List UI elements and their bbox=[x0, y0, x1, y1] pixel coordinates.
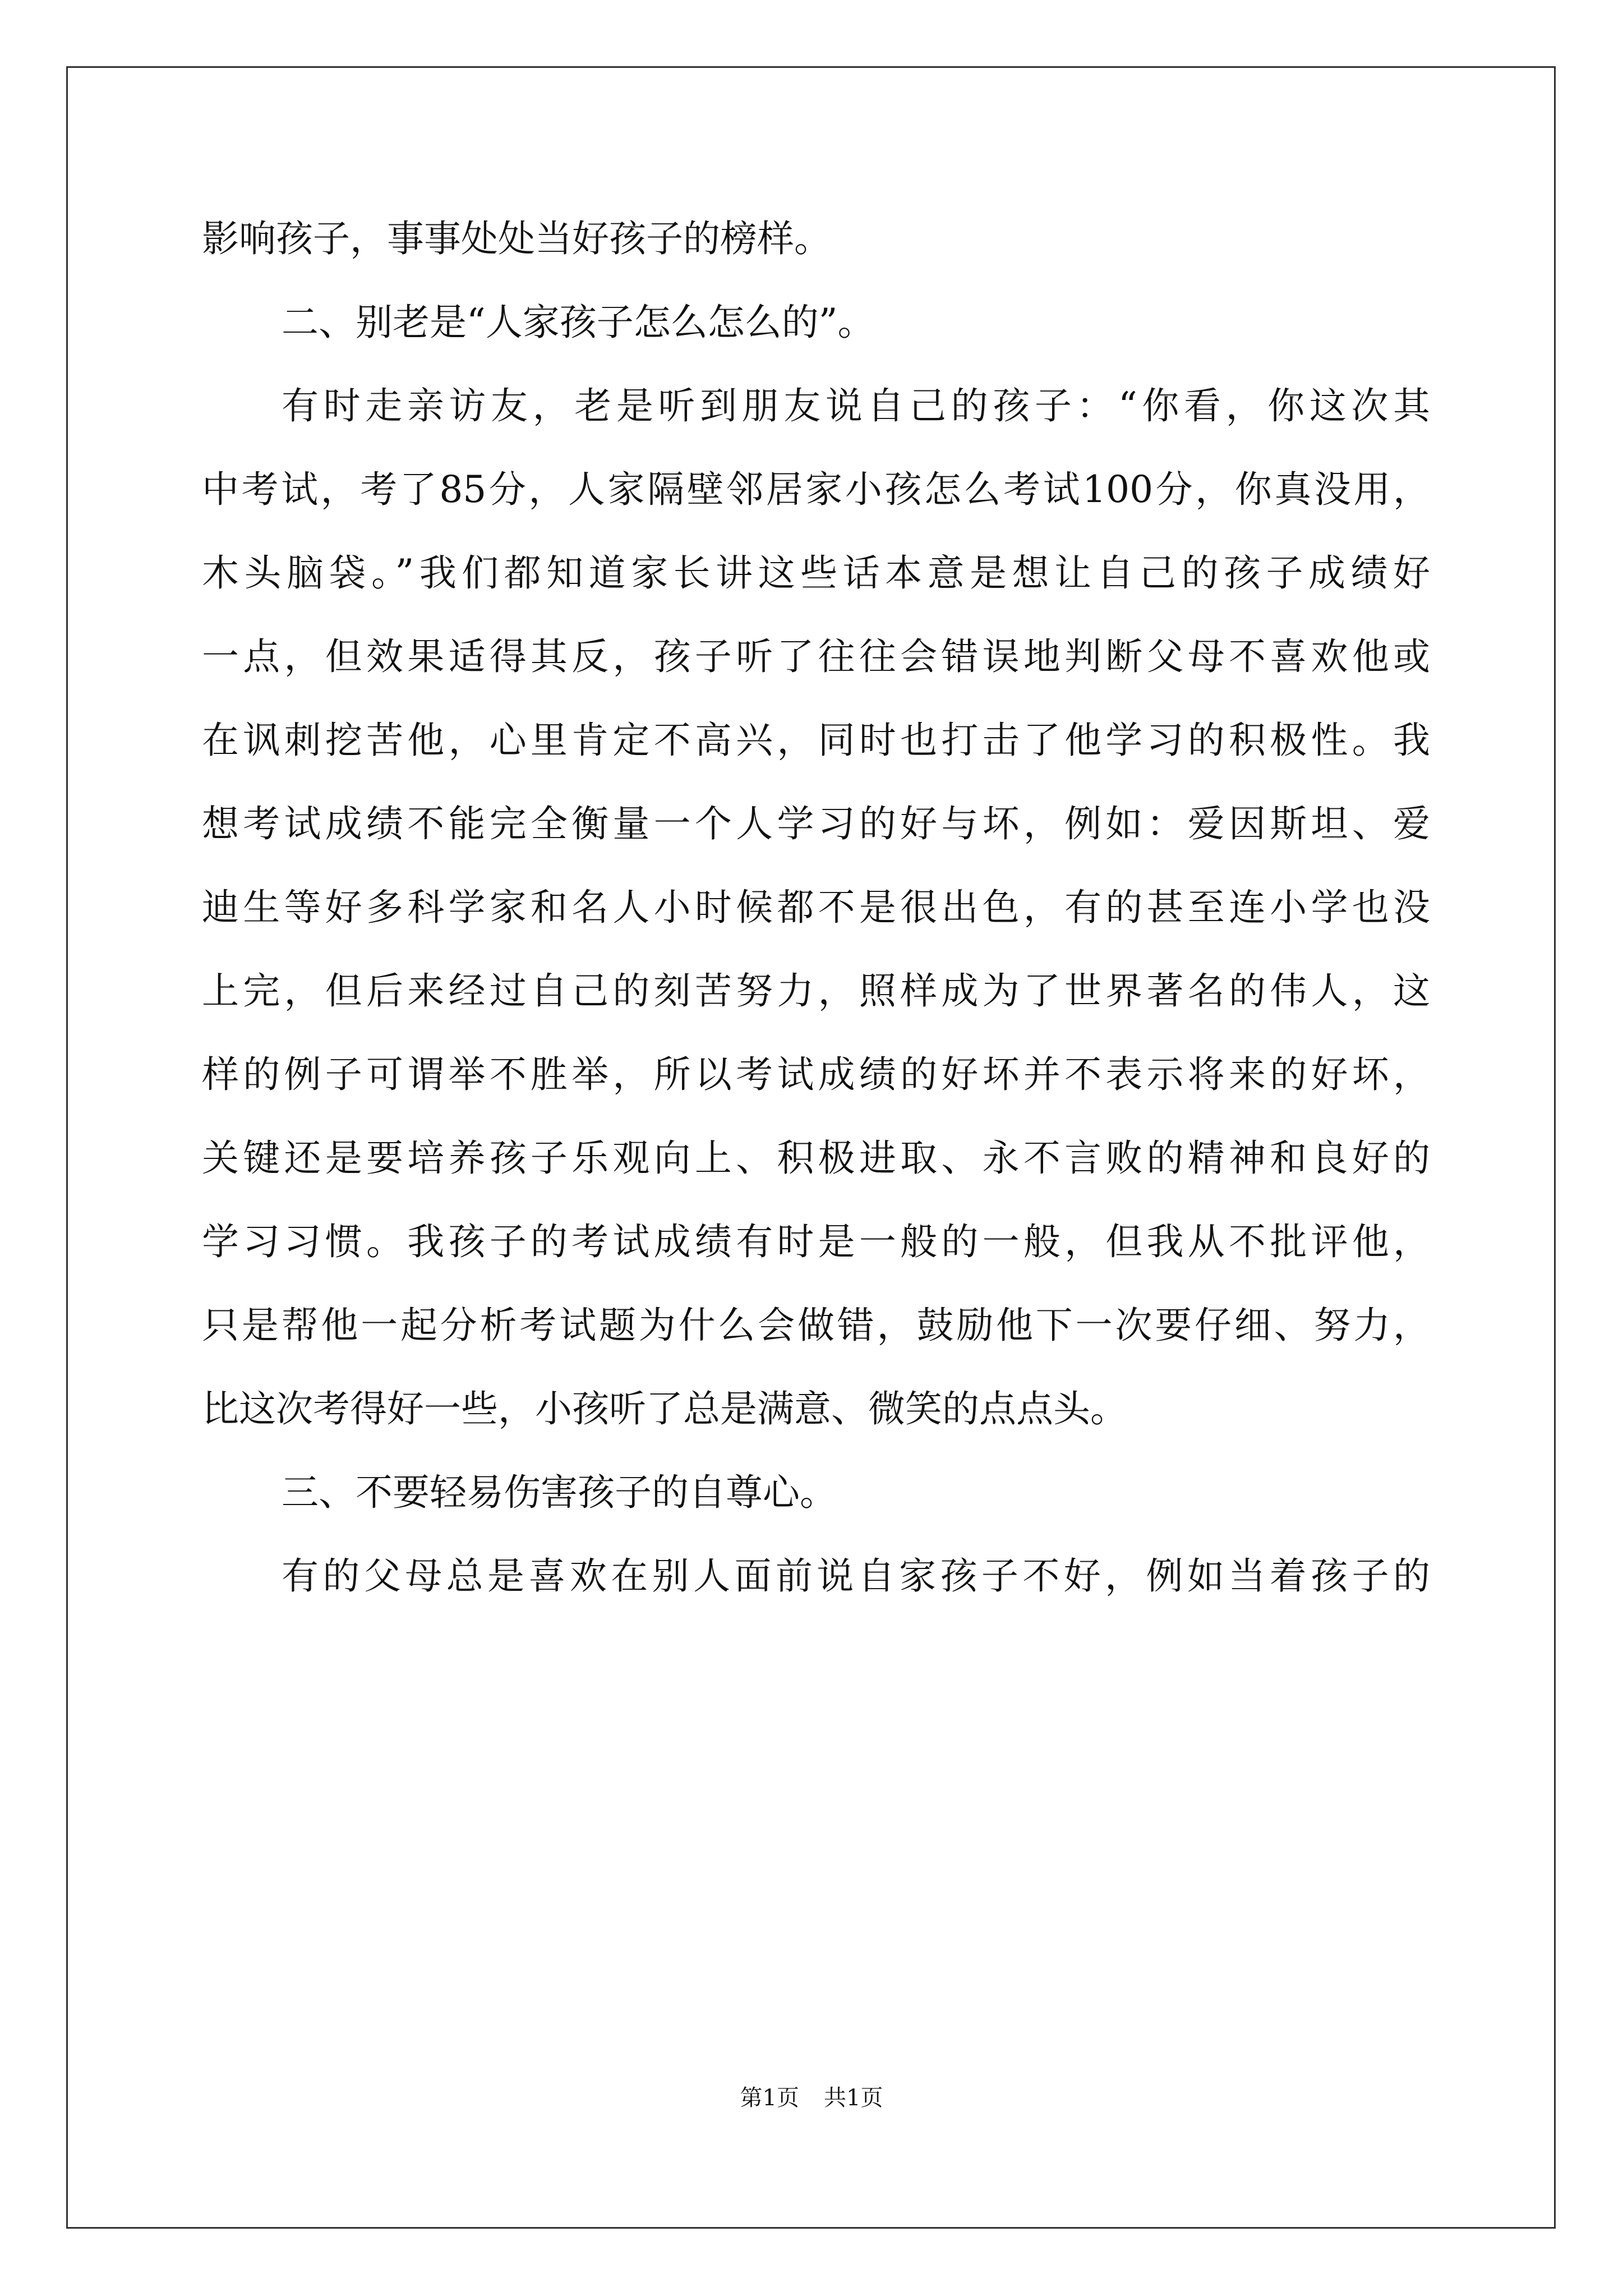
paragraph-line: 迪生等好多科学家和名人小时候都不是很出色，有的甚至连小学也没 bbox=[202, 886, 1430, 929]
section-heading: 二、别老是“人家孩子怎么怎么的”。 bbox=[282, 301, 875, 344]
paragraph-line: 在讽刺挖苦他，心里肯定不高兴，同时也打击了他学习的积极性。我 bbox=[202, 719, 1430, 762]
paragraph-line: 一点，但效果适得其反，孩子听了往往会错误地判断父母不喜欢他或 bbox=[202, 635, 1430, 678]
paragraph-line: 木头脑袋。”我们都知道家长讲这些话本意是想让自己的孩子成绩好 bbox=[202, 551, 1430, 595]
paragraph-line: 影响孩子，事事处处当好孩子的榜样。 bbox=[202, 217, 831, 260]
paragraph-line: 上完，但后来经过自己的刻苦努力，照样成为了世界著名的伟人，这 bbox=[202, 969, 1430, 1013]
total-pages: 共1页 bbox=[824, 2085, 883, 2111]
paragraph-line: 中考试，考了85分，人家隔壁邻居家小孩怎么考试100分，你真没用， bbox=[202, 468, 1430, 511]
section-heading: 三、不要轻易伤害孩子的自尊心。 bbox=[282, 1471, 837, 1514]
paragraph-line: 样的例子可谓举不胜举，所以考试成绩的好坏并不表示将来的好坏， bbox=[202, 1053, 1430, 1096]
paragraph-line: 有的父母总是喜欢在别人面前说自家孩子不好，例如当着孩子的 bbox=[282, 1554, 1430, 1598]
paragraph-line: 关键还是要培养孩子乐观向上、积极进取、永不言败的精神和良好的 bbox=[202, 1137, 1430, 1180]
paragraph-line: 只是帮他一起分析考试题为什么会做错，鼓励他下一次要仔细、努力， bbox=[202, 1304, 1430, 1347]
paragraph-line: 想考试成绩不能完全衡量一个人学习的好与坏，例如：爱因斯坦、爱 bbox=[202, 802, 1430, 845]
page-footer bbox=[0, 2082, 1623, 2114]
paragraph-line: 学习习惯。我孩子的考试成绩有时是一般的一般，但我从不批评他， bbox=[202, 1220, 1430, 1263]
paragraph-line: 比这次考得好一些，小孩听了总是满意、微笑的点点头。 bbox=[202, 1387, 1127, 1430]
paragraph-line: 有时走亲访友，老是听到朋友说自己的孩子：“你看，你这次其 bbox=[282, 384, 1430, 427]
page-number: 第1页 bbox=[740, 2085, 799, 2111]
